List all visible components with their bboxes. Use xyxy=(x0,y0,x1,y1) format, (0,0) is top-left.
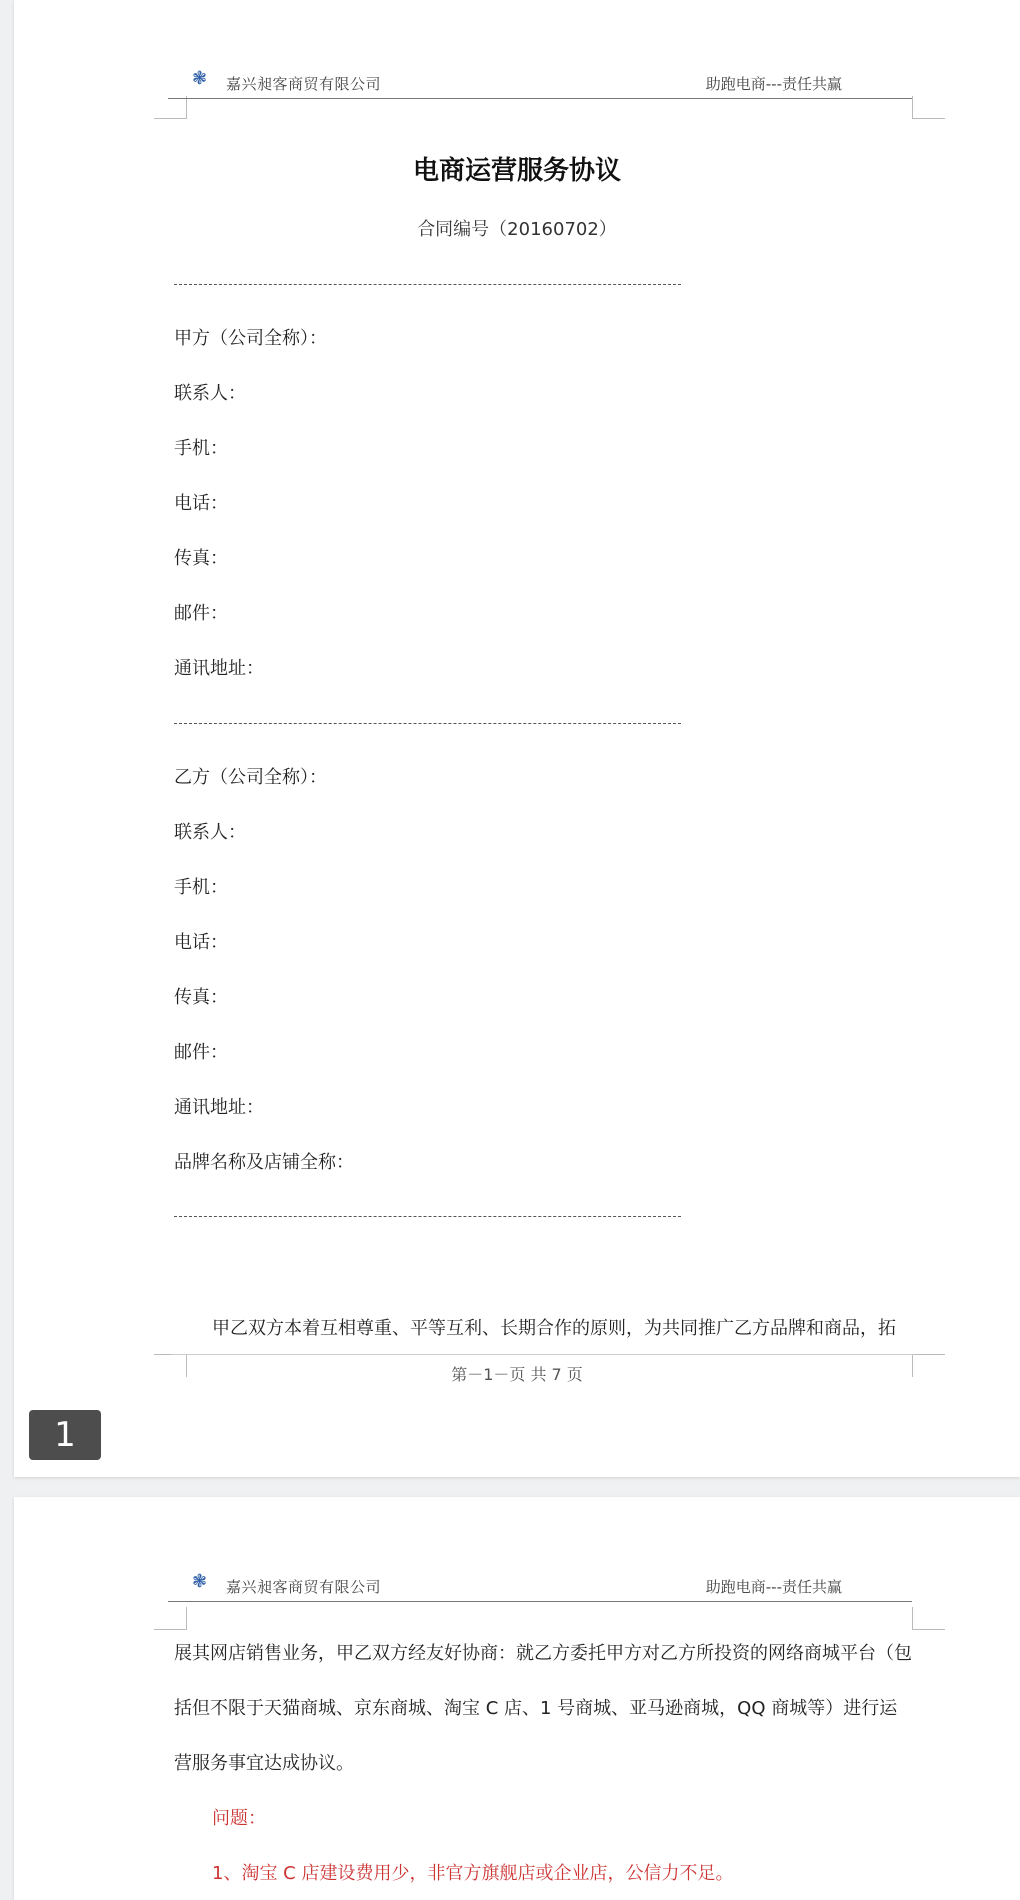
document-title: 电商运营服务协议 xyxy=(412,156,621,186)
issue-label: 问题： xyxy=(212,1808,266,1829)
crop-mark xyxy=(154,1607,187,1630)
header-slogan: 助跑电商---责任共赢 xyxy=(705,1578,842,1596)
issue-item-1: 1、淘宝 C 店建设费用少，非官方旗舰店或企业店，公信力不足。 xyxy=(212,1863,734,1884)
page-number-badge: 1 xyxy=(29,1410,101,1460)
separator xyxy=(174,723,681,724)
party-b-title: 乙方（公司全称）： xyxy=(174,767,327,788)
crop-mark xyxy=(154,96,187,119)
paragraph-line: 营服务事宜达成协议。 xyxy=(174,1753,354,1774)
party-a-phone: 电话： xyxy=(174,493,228,514)
header-company-name: 嘉兴昶客商贸有限公司 xyxy=(226,75,382,93)
party-b-brand: 品牌名称及店铺全称： xyxy=(174,1152,354,1173)
party-a-title: 甲方（公司全称）： xyxy=(174,328,327,349)
header-slogan: 助跑电商---责任共赢 xyxy=(705,75,842,93)
header-company-name: 嘉兴昶客商贸有限公司 xyxy=(226,1578,382,1596)
contract-number: 合同编号（20160702） xyxy=(417,219,617,240)
document-page-1 xyxy=(14,0,1020,1477)
paragraph-line: 展其网店销售业务，甲乙双方经友好协商：就乙方委托甲方对乙方所投资的网络商城平台（包 xyxy=(174,1643,912,1664)
paragraph-line: 甲乙双方本着互相尊重、平等互利、长期合作的原则，为共同推广乙方品牌和商品，拓 xyxy=(212,1318,896,1339)
separator xyxy=(174,1216,681,1217)
party-b-address: 通讯地址： xyxy=(174,1097,264,1118)
company-logo-icon: ❃ xyxy=(192,1571,208,1592)
party-b-contact: 联系人： xyxy=(174,822,246,843)
party-a-fax: 传真： xyxy=(174,548,228,569)
paragraph-line: 括但不限于天猫商城、京东商城、淘宝 C 店、1 号商城、亚马逊商城，QQ 商城等）进行运 xyxy=(174,1698,898,1719)
crop-mark xyxy=(912,1607,945,1630)
party-b-email: 邮件： xyxy=(174,1042,228,1063)
party-b-fax: 传真： xyxy=(174,987,228,1008)
party-b-phone: 电话： xyxy=(174,932,228,953)
page-header xyxy=(168,68,912,99)
party-a-address: 通讯地址： xyxy=(174,658,264,679)
party-a-mobile: 手机： xyxy=(174,438,228,459)
company-logo-icon: ❃ xyxy=(192,68,208,89)
crop-mark xyxy=(912,96,945,119)
footer-rule xyxy=(172,1354,914,1355)
party-a-contact: 联系人： xyxy=(174,383,246,404)
page-header xyxy=(168,1571,912,1602)
page-footer: 第－1－页 共 7 页 xyxy=(451,1365,583,1384)
party-a-email: 邮件： xyxy=(174,603,228,624)
party-b-mobile: 手机： xyxy=(174,877,228,898)
document-page-2 xyxy=(14,1497,1020,1900)
separator xyxy=(174,284,681,285)
